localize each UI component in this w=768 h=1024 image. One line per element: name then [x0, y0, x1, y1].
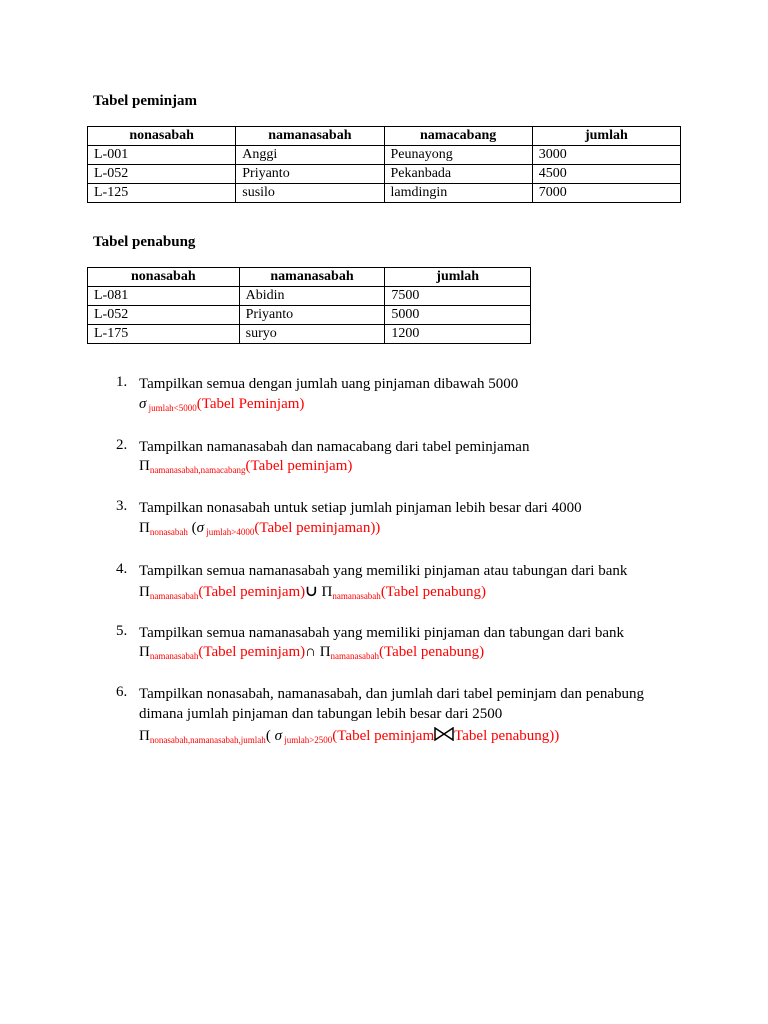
cell: L-125	[88, 184, 236, 203]
table-peminjam	[87, 126, 681, 203]
cell: 5000	[385, 306, 531, 325]
table-row	[88, 306, 531, 325]
expression-6	[139, 727, 559, 746]
cell: 7500	[385, 287, 531, 306]
expr-relation: (Tabel peminjam	[332, 728, 435, 744]
cell: Abidin	[239, 287, 385, 306]
expr-relation: (Tabel penabung)	[380, 584, 486, 600]
question-text: Tampilkan semua dengan jumlah uang pinjaman dibawah 5000	[139, 376, 519, 392]
question-text: Tampilkan nonasabah untuk setiap jumlah pinjaman lebih besar dari 4000	[139, 500, 582, 516]
sigma-symbol: σ	[139, 396, 147, 412]
expression-1	[139, 396, 304, 413]
cell: 1200	[385, 325, 531, 344]
expr-subscript: namanasabah	[149, 651, 199, 661]
cell: L-052	[88, 165, 236, 184]
cell: suryo	[239, 325, 385, 344]
question-number: 1.	[116, 374, 128, 390]
cell: Peunayong	[384, 146, 532, 165]
table-row	[88, 287, 531, 306]
expr-subscript: nonasabah,namanasabah,jumlah	[149, 735, 266, 745]
pi-symbol: Π	[139, 644, 150, 660]
union-symbol: ∪	[305, 584, 318, 600]
table-row	[88, 325, 531, 344]
expression-4	[139, 582, 486, 601]
expr-relation: (Tabel peminjam)	[198, 584, 306, 600]
cell: L-081	[88, 287, 240, 306]
open-paren: (	[187, 520, 197, 536]
expr-subscript: namanasabah	[330, 651, 380, 661]
cell: Priyanto	[236, 165, 384, 184]
question-text: Tampilkan semua namanasabah yang memiliki pinjaman atau tabungan dari bank	[139, 563, 628, 579]
expression-5	[139, 644, 484, 661]
col-header-namanasabah: namanasabah	[239, 268, 385, 287]
table-header-row	[88, 127, 681, 146]
expr-relation: (Tabel Peminjam)	[196, 396, 305, 412]
open-paren: (	[265, 728, 275, 744]
heading-tabel-peminjam: Tabel peminjam	[93, 93, 198, 109]
cell: lamdingin	[384, 184, 532, 203]
question-text: Tampilkan namanasabah dan namacabang dari tabel peminjaman	[139, 439, 530, 455]
pi-symbol: Π	[139, 728, 150, 744]
expr-relation: Tabel penabung))	[454, 728, 560, 744]
table-row	[88, 165, 681, 184]
sigma-symbol: σ	[196, 520, 204, 536]
heading-tabel-penabung: Tabel penabung	[93, 234, 196, 250]
question-text: Tampilkan semua namanasabah yang memiliki pinjaman dan tabungan dari bank	[139, 625, 625, 641]
col-header-nonasabah: nonasabah	[88, 268, 240, 287]
expr-subscript: nonasabah	[149, 527, 188, 537]
question-number: 5.	[116, 623, 128, 639]
expr-relation: (Tabel penabung)	[379, 644, 485, 660]
table-row	[88, 184, 681, 203]
expr-relation: (Tabel peminjam)	[198, 644, 306, 660]
col-header-nonasabah: nonasabah	[88, 127, 236, 146]
cell: L-175	[88, 325, 240, 344]
expr-subscript: namanasabah	[149, 591, 199, 601]
question-number: 4.	[116, 561, 128, 577]
expr-relation: (Tabel peminjaman))	[254, 520, 381, 536]
expression-2	[139, 458, 352, 475]
cell: L-001	[88, 146, 236, 165]
question-number: 6.	[116, 684, 128, 700]
pi-symbol: Π	[315, 644, 331, 660]
expression-3	[139, 520, 380, 537]
cell: Anggi	[236, 146, 384, 165]
natural-join-icon	[434, 727, 454, 746]
cell: Priyanto	[239, 306, 385, 325]
sigma-symbol: σ	[274, 728, 282, 744]
cell: susilo	[236, 184, 384, 203]
pi-symbol: Π	[139, 584, 150, 600]
expr-subscript: jumlah>2500	[281, 735, 333, 745]
pi-symbol: Π	[139, 458, 150, 474]
pi-symbol: Π	[139, 520, 150, 536]
table-header-row	[88, 268, 531, 287]
table-penabung	[87, 267, 531, 344]
col-header-namanasabah: namanasabah	[236, 127, 384, 146]
question-number: 2.	[116, 437, 128, 453]
table-row	[88, 146, 681, 165]
expr-subscript: namanasabah,namacabang	[149, 465, 246, 475]
pi-symbol: Π	[317, 584, 333, 600]
expr-subscript: jumlah<5000	[146, 403, 197, 413]
col-header-jumlah: jumlah	[532, 127, 680, 146]
cell: 4500	[532, 165, 680, 184]
col-header-namacabang: namacabang	[384, 127, 532, 146]
expr-subscript: jumlah>4000	[204, 527, 255, 537]
expr-subscript: namanasabah	[332, 591, 381, 601]
cell: L-052	[88, 306, 240, 325]
cell: 7000	[532, 184, 680, 203]
question-number: 3.	[116, 498, 128, 514]
question-text: Tampilkan nonasabah, namanasabah, dan jumlah dari tabel peminjam dan penabung dimana jumlah pinjaman dan tabungan lebih besar dari 2500	[139, 686, 645, 722]
col-header-jumlah: jumlah	[385, 268, 531, 287]
intersection-symbol: ∩	[305, 644, 316, 660]
cell: 3000	[532, 146, 680, 165]
cell: Pekanbada	[384, 165, 532, 184]
expr-relation: (Tabel peminjam)	[245, 458, 353, 474]
